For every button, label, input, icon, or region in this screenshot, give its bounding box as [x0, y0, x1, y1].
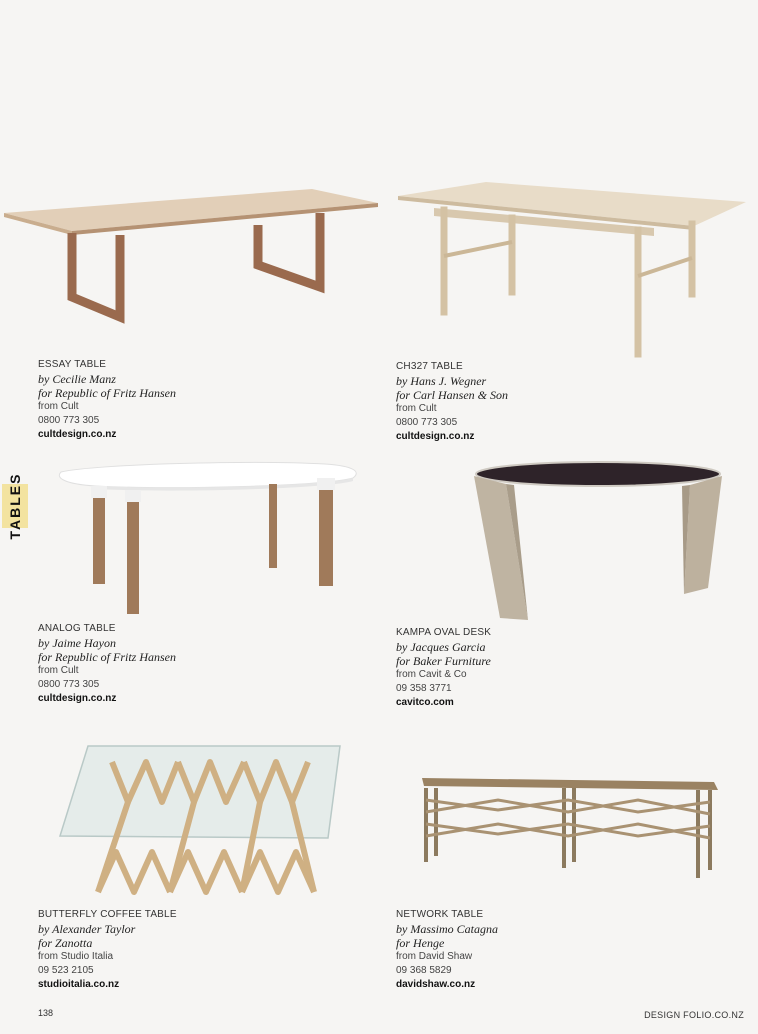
product-retailer: from Cult [38, 401, 79, 412]
product-website: studioitalia.co.nz [38, 979, 120, 990]
network-table-image [418, 776, 722, 882]
product-maker: for Carl Hansen & Son [396, 388, 509, 402]
product-website: cultdesign.co.nz [38, 429, 117, 440]
product-designer: by Hans J. Wegner [396, 374, 487, 388]
product-retailer: from Studio Italia [38, 951, 114, 962]
product-designer: by Alexander Taylor [38, 922, 136, 936]
network-table-caption [396, 908, 696, 992]
product-name: CH327 TABLE [396, 361, 463, 372]
product-phone: 09 368 5829 [396, 965, 452, 976]
product-phone: 0800 773 305 [396, 417, 458, 428]
product-maker: for Henge [396, 936, 445, 950]
product-retailer: from Cavit & Co [396, 669, 467, 680]
kampa-oval-desk-image [470, 458, 726, 624]
product-name: ANALOG TABLE [38, 623, 116, 634]
product-maker: for Republic of Fritz Hansen [38, 650, 176, 664]
product-retailer: from David Shaw [396, 951, 473, 962]
product-name: KAMPA OVAL DESK [396, 627, 492, 638]
butterfly-coffee-table-image [58, 742, 344, 898]
product-website: cavitco.com [396, 697, 454, 708]
ch327-table-image [394, 180, 750, 360]
product-designer: by Cecilie Manz [38, 372, 116, 386]
product-designer: by Massimo Catagna [396, 922, 498, 936]
butterfly-coffee-table-caption [38, 908, 338, 992]
product-maker: for Baker Furniture [396, 654, 491, 668]
page-number: 138 [38, 1008, 54, 1018]
section-tab [2, 466, 28, 546]
kampa-oval-desk-caption [396, 626, 696, 710]
product-name: BUTTERFLY COFFEE TABLE [38, 909, 177, 920]
product-phone: 0800 773 305 [38, 679, 100, 690]
product-retailer: from Cult [396, 403, 437, 414]
site-footer: DESIGN FOLIO.CO.NZ [644, 1010, 744, 1020]
essay-table-image [2, 185, 382, 330]
product-phone: 0800 773 305 [38, 415, 100, 426]
analog-table-caption [38, 622, 338, 706]
product-designer: by Jaime Hayon [38, 636, 116, 650]
product-website: cultdesign.co.nz [396, 431, 475, 442]
section-label: TABLES [7, 472, 23, 540]
ch327-table-caption [396, 360, 696, 444]
analog-table-image [55, 460, 361, 620]
product-name: NETWORK TABLE [396, 909, 484, 920]
product-maker: for Zanotta [38, 936, 93, 950]
product-name: ESSAY TABLE [38, 359, 107, 370]
product-designer: by Jacques Garcia [396, 640, 486, 654]
product-website: davidshaw.co.nz [396, 979, 476, 990]
product-phone: 09 523 2105 [38, 965, 94, 976]
product-website: cultdesign.co.nz [38, 693, 117, 704]
product-retailer: from Cult [38, 665, 79, 676]
product-phone: 09 358 3771 [396, 683, 452, 694]
product-maker: for Republic of Fritz Hansen [38, 386, 176, 400]
essay-table-caption [38, 358, 338, 442]
